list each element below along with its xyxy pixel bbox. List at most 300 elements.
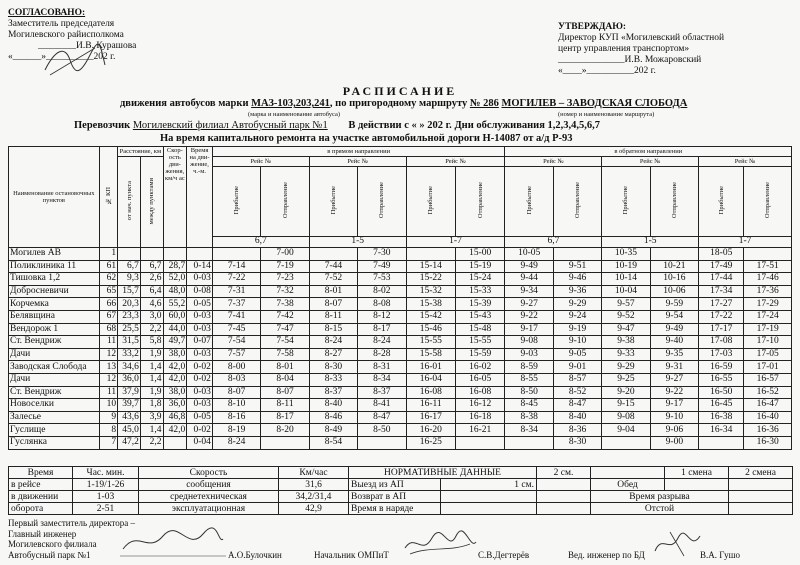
backward-departure: 17-36 — [744, 285, 792, 298]
norms-empty — [729, 479, 793, 491]
forward-departure: 8-08 — [358, 298, 406, 311]
stop-kp: 62 — [99, 273, 118, 286]
norms-row-label: в движении — [9, 491, 73, 503]
norms-h-smena2: 2 смена — [729, 467, 793, 479]
schedule-table — [8, 146, 792, 450]
dist-between: 6,7 — [140, 260, 163, 273]
backward-departure: 9-29 — [553, 298, 601, 311]
backward-departure: 9-36 — [553, 285, 601, 298]
backward-departure: 9-17 — [650, 399, 698, 412]
signature-left — [40, 40, 110, 80]
backward-arrival: 8-38 — [505, 411, 553, 424]
backward-arrival: 17-27 — [699, 298, 744, 311]
forward-departure: 7-30 — [358, 248, 406, 261]
forward-departure: 15-59 — [456, 348, 505, 361]
stop-name: Добросневичи — [9, 285, 100, 298]
dist-start: 6,7 — [118, 260, 141, 273]
header-arrival: Прибытие — [212, 167, 260, 237]
forward-arrival: 15-14 — [406, 260, 455, 273]
backward-departure: 9-10 — [650, 411, 698, 424]
backward-departure: 9-35 — [650, 348, 698, 361]
forward-departure: 7-23 — [261, 273, 309, 286]
norms-h-shift2: 2 см. — [537, 467, 591, 479]
forward-departure: 8-28 — [358, 348, 406, 361]
norms-h-smena1: 1 смена — [665, 467, 729, 479]
travel-time: 0-03 — [187, 399, 213, 412]
speed: 38,0 — [163, 348, 187, 361]
forward-arrival: 8-37 — [309, 386, 357, 399]
backward-departure: 9-00 — [650, 436, 698, 449]
forward-departure: 7-54 — [261, 336, 309, 349]
stop-kp: 1 — [99, 248, 118, 261]
speed — [163, 248, 187, 261]
dist-between: 1,9 — [140, 386, 163, 399]
approval-right-line2: центр управления транспортом» — [558, 44, 690, 54]
forward-departure: 15-33 — [456, 285, 505, 298]
stop-kp: 67 — [99, 310, 118, 323]
norms-empty — [665, 479, 729, 491]
backward-departure: 9-40 — [650, 336, 698, 349]
stop-name: Заводская Слобода — [9, 361, 100, 374]
forward-arrival: 7-45 — [212, 323, 260, 336]
travel-time: 0-04 — [187, 436, 213, 449]
stop-name: Гуслище — [9, 424, 100, 437]
dist-between: 1,9 — [140, 348, 163, 361]
backward-departure: 17-10 — [744, 336, 792, 349]
dist-start: 15,7 — [118, 285, 141, 298]
stop-name: Корчемка — [9, 298, 100, 311]
travel-time: 0-03 — [187, 273, 213, 286]
backward-arrival: 16-55 — [699, 373, 744, 386]
forward-arrival: 7-54 — [212, 336, 260, 349]
forward-arrival: 7-31 — [212, 285, 260, 298]
header-arrival: Прибытие — [505, 167, 553, 237]
forward-departure: 15-43 — [456, 310, 505, 323]
header-kp: № КП — [99, 147, 118, 248]
speed — [163, 436, 187, 449]
forward-departure: 8-20 — [261, 424, 309, 437]
norms-row-item2: Обед — [591, 479, 665, 491]
stop-name: Белявщина — [9, 310, 100, 323]
forward-arrival: 15-46 — [406, 323, 455, 336]
norms-row-item: Время в наряде — [349, 503, 441, 515]
travel-time: 0-02 — [187, 424, 213, 437]
forward-arrival: 8-10 — [212, 399, 260, 412]
header-arrival: Прибытие — [406, 167, 455, 237]
backward-departure: 16-47 — [744, 399, 792, 412]
dist-start: 34,6 — [118, 361, 141, 374]
stop-row — [9, 310, 792, 323]
backward-arrival: 16-34 — [699, 424, 744, 437]
model-caption: (марка и наименование автобуса) — [248, 111, 341, 118]
header-departure: Отправление — [744, 167, 792, 237]
speed: 28,7 — [163, 260, 187, 273]
trip-header: Рейс № — [699, 157, 792, 167]
speed: 38,0 — [163, 386, 187, 399]
norms-table — [8, 466, 793, 515]
backward-departure: 16-30 — [744, 436, 792, 449]
header-dist-start: от нач. пункта — [118, 157, 141, 248]
forward-departure: 16-12 — [456, 399, 505, 412]
stop-row — [9, 273, 792, 286]
travel-time: 0-05 — [187, 411, 213, 424]
forward-arrival: 8-07 — [309, 298, 357, 311]
header-time: Время на дви-жение, ч.-м. — [187, 147, 213, 248]
backward-departure: 16-40 — [744, 411, 792, 424]
backward-departure: 9-10 — [553, 336, 601, 349]
trip-days: 1-5 — [602, 236, 699, 247]
norms-row-speed: сообщения — [139, 479, 279, 491]
backward-departure: 17-51 — [744, 260, 792, 273]
backward-arrival: 9-29 — [602, 361, 650, 374]
backward-departure — [744, 248, 792, 261]
forward-departure: 15-00 — [456, 248, 505, 261]
forward-departure: 7-47 — [261, 323, 309, 336]
dist-start: 37,9 — [118, 386, 141, 399]
footer-left — [8, 518, 135, 560]
stop-name: Ст. Вендриж — [9, 386, 100, 399]
trip-days: 1-5 — [309, 236, 406, 247]
speed: 55,2 — [163, 298, 187, 311]
stop-kp: 61 — [99, 260, 118, 273]
dist-between — [140, 248, 163, 261]
norms-row-label: в рейсе — [9, 479, 73, 491]
signer-3-role: Вед. инженер по БД — [568, 550, 645, 560]
backward-arrival: 9-47 — [602, 323, 650, 336]
norms-empty — [537, 491, 591, 503]
backward-departure: 8-40 — [553, 411, 601, 424]
stop-name: Вендорож 1 — [9, 323, 100, 336]
norms-h-shift1: 1 см. — [441, 479, 537, 491]
backward-arrival: 9-17 — [505, 323, 553, 336]
backward-arrival — [505, 436, 553, 449]
dist-start: 9,3 — [118, 273, 141, 286]
norms-row-item: Выезд из АП — [349, 479, 441, 491]
approval-right-name: ______________И.В. Можаровский — [558, 55, 702, 65]
forward-arrival: 8-49 — [309, 424, 357, 437]
travel-time — [187, 248, 213, 261]
backward-departure: 17-24 — [744, 310, 792, 323]
stop-row — [9, 386, 792, 399]
carrier-line — [74, 120, 794, 131]
stop-kp: 65 — [99, 285, 118, 298]
stop-name: Дачи — [9, 373, 100, 386]
trip-days: 6,7 — [212, 236, 309, 247]
forward-departure: 8-47 — [358, 411, 406, 424]
dist-between: 3,9 — [140, 411, 163, 424]
forward-arrival: 7-44 — [309, 260, 357, 273]
forward-departure: 16-08 — [456, 386, 505, 399]
forward-arrival: 8-03 — [212, 373, 260, 386]
backward-arrival: 8-59 — [505, 361, 553, 374]
backward-arrival: 9-44 — [505, 273, 553, 286]
norms-row-item2: Время разрыва — [591, 491, 729, 503]
forward-arrival — [309, 248, 357, 261]
backward-departure: 10-21 — [650, 260, 698, 273]
forward-departure: 15-48 — [456, 323, 505, 336]
header-distance: Расстояние, км — [119, 148, 162, 155]
route-caption: (номер и наименование маршрута) — [558, 111, 655, 118]
forward-departure — [456, 436, 505, 449]
backward-departure: 9-27 — [650, 373, 698, 386]
forward-departure: 8-02 — [358, 285, 406, 298]
trip-header: Рейс № — [505, 157, 602, 167]
forward-departure: 8-01 — [261, 361, 309, 374]
trip-header: Рейс № — [212, 157, 309, 167]
header-forward: в прямом направлении — [212, 147, 505, 157]
forward-arrival: 16-11 — [406, 399, 455, 412]
norms-row-speed: среднетехническая — [139, 491, 279, 503]
forward-departure: 8-34 — [358, 373, 406, 386]
backward-departure: 8-36 — [553, 424, 601, 437]
stop-name: Тишовка 1,2 — [9, 273, 100, 286]
forward-arrival: 8-15 — [309, 323, 357, 336]
forward-departure: 15-39 — [456, 298, 505, 311]
dist-start: 39,7 — [118, 399, 141, 412]
header-departure: Отправление — [261, 167, 309, 237]
forward-arrival: 8-27 — [309, 348, 357, 361]
backward-departure: 9-59 — [650, 298, 698, 311]
stop-row — [9, 399, 792, 412]
norms-row-item: Возврат в АП — [349, 491, 441, 503]
stop-kp: 68 — [99, 323, 118, 336]
dist-start — [118, 248, 141, 261]
forward-arrival: 7-41 — [212, 310, 260, 323]
backward-arrival: 9-33 — [602, 348, 650, 361]
travel-time: 0-14 — [187, 260, 213, 273]
norms-empty — [729, 491, 793, 503]
forward-departure: 7-49 — [358, 260, 406, 273]
forward-arrival: 8-40 — [309, 399, 357, 412]
norms-empty — [537, 503, 591, 515]
forward-departure: 8-37 — [358, 386, 406, 399]
norms-row-label: оборота — [9, 503, 73, 515]
forward-arrival: 8-46 — [309, 411, 357, 424]
forward-arrival: 8-00 — [212, 361, 260, 374]
backward-departure: 9-05 — [553, 348, 601, 361]
backward-departure: 9-19 — [553, 323, 601, 336]
stop-kp: 8 — [99, 424, 118, 437]
backward-departure: 9-06 — [650, 424, 698, 437]
norms-row-kmh: 42,9 — [279, 503, 349, 515]
backward-departure: 17-29 — [744, 298, 792, 311]
trip-header: Рейс № — [602, 157, 699, 167]
forward-departure: 15-24 — [456, 273, 505, 286]
backward-arrival: 16-38 — [699, 411, 744, 424]
backward-arrival: 10-14 — [602, 273, 650, 286]
backward-arrival: 9-38 — [602, 336, 650, 349]
speed: 60,0 — [163, 310, 187, 323]
forward-arrival: 8-54 — [309, 436, 357, 449]
forward-departure: 8-17 — [358, 323, 406, 336]
backward-departure: 10-06 — [650, 285, 698, 298]
backward-departure: 9-01 — [553, 361, 601, 374]
speed: 42,0 — [163, 361, 187, 374]
stop-row — [9, 424, 792, 437]
carrier-label: Перевозчик — [74, 120, 131, 131]
forward-arrival: 16-08 — [406, 386, 455, 399]
backward-departure: 8-57 — [553, 373, 601, 386]
stop-row — [9, 298, 792, 311]
dist-between: 2,2 — [140, 323, 163, 336]
backward-arrival: 9-52 — [602, 310, 650, 323]
travel-time: 0-07 — [187, 336, 213, 349]
trip-days: 1-7 — [406, 236, 505, 247]
footer-line4: Автобусный парк №1 — [8, 549, 91, 560]
backward-arrival: 17-34 — [699, 285, 744, 298]
stop-row — [9, 248, 792, 261]
stop-kp: 11 — [99, 336, 118, 349]
forward-arrival — [406, 248, 455, 261]
backward-arrival: 10-35 — [602, 248, 650, 261]
forward-departure: 7-19 — [261, 260, 309, 273]
forward-arrival: 16-20 — [406, 424, 455, 437]
norms-row-speed: эксплуатационная — [139, 503, 279, 515]
backward-departure: 17-05 — [744, 348, 792, 361]
forward-arrival: 15-32 — [406, 285, 455, 298]
travel-time: 0-03 — [187, 348, 213, 361]
stop-row — [9, 323, 792, 336]
footer-line3: Могилевского филиала — [8, 539, 97, 549]
dist-between: 3,0 — [140, 310, 163, 323]
forward-arrival: 8-16 — [212, 411, 260, 424]
approval-right — [558, 22, 794, 77]
forward-departure: 16-21 — [456, 424, 505, 437]
stop-row — [9, 361, 792, 374]
dist-between: 4,6 — [140, 298, 163, 311]
backward-departure: 17-01 — [744, 361, 792, 374]
norms-title: НОРМАТИВНЫЕ ДАННЫЕ — [349, 467, 537, 479]
backward-departure: 16-57 — [744, 373, 792, 386]
dist-between: 2,6 — [140, 273, 163, 286]
backward-arrival: 18-05 — [699, 248, 744, 261]
forward-departure: 8-31 — [358, 361, 406, 374]
dist-between: 1,4 — [140, 424, 163, 437]
stop-row — [9, 411, 792, 424]
backward-departure: 17-19 — [744, 323, 792, 336]
trip-header: Рейс № — [406, 157, 505, 167]
header-departure: Отправление — [358, 167, 406, 237]
backward-departure: 16-36 — [744, 424, 792, 437]
forward-arrival — [212, 248, 260, 261]
trip-days: 6,7 — [505, 236, 602, 247]
stop-name: Залесье — [9, 411, 100, 424]
dist-start: 43,6 — [118, 411, 141, 424]
forward-departure — [261, 436, 309, 449]
forward-arrival: 7-37 — [212, 298, 260, 311]
forward-departure: 7-00 — [261, 248, 309, 261]
backward-arrival: 9-27 — [505, 298, 553, 311]
norms-h-hours: Час. мин. — [73, 467, 139, 479]
dist-between: 6,4 — [140, 285, 163, 298]
route-number: № 286 — [469, 98, 499, 109]
stop-row — [9, 348, 792, 361]
approval-left-name: ________И.В. Курашова — [38, 41, 137, 51]
norms-empty — [591, 467, 665, 479]
forward-arrival: 7-52 — [309, 273, 357, 286]
backward-arrival: 17-22 — [699, 310, 744, 323]
forward-arrival: 16-01 — [406, 361, 455, 374]
forward-departure: 8-17 — [261, 411, 309, 424]
stop-kp: 12 — [99, 348, 118, 361]
forward-arrival: 15-22 — [406, 273, 455, 286]
approval-right-title: УТВЕРЖДАЮ: — [558, 22, 627, 32]
backward-arrival: 9-25 — [602, 373, 650, 386]
backward-departure: 9-51 — [553, 260, 601, 273]
backward-arrival: 9-20 — [602, 386, 650, 399]
stop-kp: 11 — [99, 386, 118, 399]
bus-model: МАЗ-103,203,241 — [251, 98, 330, 109]
doc-subtitle — [120, 98, 740, 109]
stop-name: Могилев АВ — [9, 248, 100, 261]
footer-line2: Главный инженер — [8, 528, 77, 539]
header-dist-between: между пунктами — [140, 157, 163, 248]
backward-departure: 9-22 — [650, 386, 698, 399]
backward-departure: 17-46 — [744, 273, 792, 286]
stop-kp: 66 — [99, 298, 118, 311]
approval-right-date: «____»__________202 г. — [558, 66, 656, 76]
forward-arrival: 15-38 — [406, 298, 455, 311]
signer-1: А.О.Булочкин — [228, 550, 282, 560]
header-departure: Отправление — [456, 167, 505, 237]
subtitle-mid: , по пригородному маршруту — [329, 98, 470, 109]
travel-time: 0-08 — [187, 285, 213, 298]
signer-3: В.А. Гушо — [700, 550, 741, 560]
stop-row — [9, 260, 792, 273]
dist-start: 33,2 — [118, 348, 141, 361]
backward-arrival: 16-50 — [699, 386, 744, 399]
forward-arrival: 8-07 — [212, 386, 260, 399]
stop-name: Поликлиника 11 — [9, 260, 100, 273]
backward-departure — [553, 248, 601, 261]
norms-row-kmh: 34,2/31,4 — [279, 491, 349, 503]
signer-2: С.В.Дегтерёв — [478, 550, 530, 560]
signature-1 — [118, 524, 228, 560]
travel-time: 0-02 — [187, 373, 213, 386]
forward-departure: 8-24 — [358, 336, 406, 349]
header-arrival: Прибытие — [699, 167, 744, 237]
travel-time: 0-03 — [187, 310, 213, 323]
forward-departure: 7-58 — [261, 348, 309, 361]
stop-row — [9, 436, 792, 449]
header-arrival: Прибытие — [309, 167, 357, 237]
norms-h-speed: Скорость — [139, 467, 279, 479]
backward-arrival: 8-45 — [505, 399, 553, 412]
forward-arrival: 8-11 — [309, 310, 357, 323]
backward-departure — [650, 248, 698, 261]
stop-row — [9, 336, 792, 349]
forward-departure: 8-12 — [358, 310, 406, 323]
backward-departure: 8-47 — [553, 399, 601, 412]
norms-empty — [441, 491, 537, 503]
forward-departure: 8-50 — [358, 424, 406, 437]
forward-arrival: 16-04 — [406, 373, 455, 386]
forward-departure: 7-32 — [261, 285, 309, 298]
forward-departure: 15-55 — [456, 336, 505, 349]
stop-kp: 13 — [99, 361, 118, 374]
footer-line1: Первый заместитель директора – — [8, 518, 136, 528]
backward-arrival: 9-49 — [505, 260, 553, 273]
norms-row-item2: Отстой — [591, 503, 729, 515]
forward-arrival: 15-42 — [406, 310, 455, 323]
approval-right-line1: Директор КУП «Могилевский областной — [558, 33, 725, 43]
header-backward: в обратном направлении — [505, 147, 792, 157]
backward-departure: 9-31 — [650, 361, 698, 374]
forward-arrival: 8-01 — [309, 285, 357, 298]
stop-row — [9, 373, 792, 386]
backward-departure: 16-52 — [744, 386, 792, 399]
backward-arrival: 8-55 — [505, 373, 553, 386]
